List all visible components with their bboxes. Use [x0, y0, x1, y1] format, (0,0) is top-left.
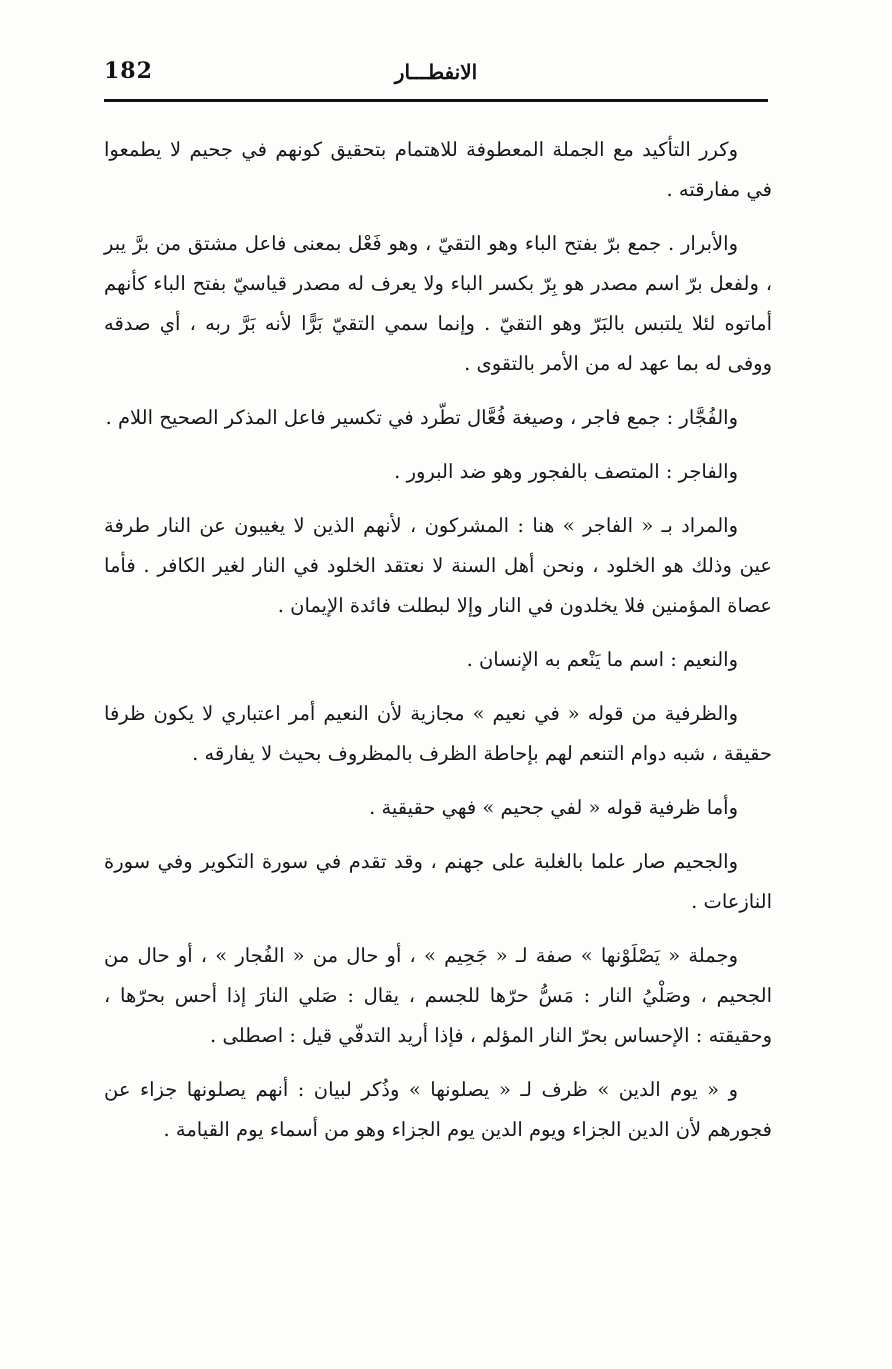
paragraph: وجملة « يَصْلَوْنها » صفة لـ « جَحِيم » ، أو حال من « الفُجار » ، أو حال من الجحيم ، وصَلْيُ النار : مَسُّ حرّها للجسم ، يقال : صَلي النارَ إذا أحس بحرّها ، وحقيقته : الإحساس بحرّ النار المؤلم ، فإذا أريد التدفّي قيل : اصطلى .	[104, 944, 772, 1047]
paragraph: والنعيم : اسم ما يَنْعم به الإنسان .	[466, 648, 738, 671]
running-title: الانفطـــار	[394, 60, 478, 84]
body-text	[104, 130, 772, 1164]
paragraph: والفاجر : المتصف بالفجور وهو ضد البرور .	[394, 460, 738, 483]
paragraph: وأما ظرفية قوله « لفي جحيم » فهي حقيقية .	[369, 796, 738, 819]
paragraph: و « يوم الدين » ظرف لـ « يصلونها » وذُكر لبيان : أنهم يصلونها جزاء عن فجورهم لأن الدين الجزاء ويوم الدين يوم الجزاء وهو من أسماء يوم القيامة .	[104, 1078, 772, 1141]
page-number: 182	[104, 58, 153, 84]
paragraph: والمراد بـ « الفاجر » هنا : المشركون ، لأنهم الذين لا يغيبون عن النار طرفة عين وذلك هو الخلود ، ونحن أهل السنة لا نعتقد الخلود في النار لغير الكافر . فأما عصاة المؤمنين فلا يخلدون في النار وإلا لبطلت فائدة الإيمان .	[104, 514, 772, 617]
paragraph: والفُجَّار : جمع فاجر ، وصيغة فُعَّال تطّرد في تكسير فاعل المذكر الصحيح اللام .	[105, 406, 738, 429]
paragraph: والجحيم صار علما بالغلبة على جهنم ، وقد تقدم في سورة التكوير وفي سورة النازعات .	[104, 850, 772, 913]
paragraph: وكرر التأكيد مع الجملة المعطوفة للاهتمام بتحقيق كونهم في جحيم لا يطمعوا في مفارقته .	[104, 138, 772, 201]
header-rule	[104, 99, 768, 102]
paragraph: والظرفية من قوله « في نعيم » مجازية لأن النعيم أمر اعتباري لا يكون ظرفا حقيقة ، شبه دوام التنعم لهم بإحاطة الظرف بالمظروف بحيث لا يفارقه .	[104, 702, 772, 765]
page-header	[104, 58, 768, 98]
paragraph: والأبرار . جمع برّ بفتح الباء وهو التقيّ ، وهو فَعْل بمعنى فاعل مشتق من برَّ يبر ، ولفعل برّ اسم مصدر هو بِرّ بكسر الباء ولا يعرف له مصدر قياسيّ بفتح الباء كأنهم أماتوه لئلا يلتبس بالبَرّ وهو التقيّ . وإنما سمي التقيّ بَرًّا لأنه بَرَّ ربه ، أي صدقه ووفى له بما عهد له من الأمر بالتقوى .	[104, 232, 772, 375]
